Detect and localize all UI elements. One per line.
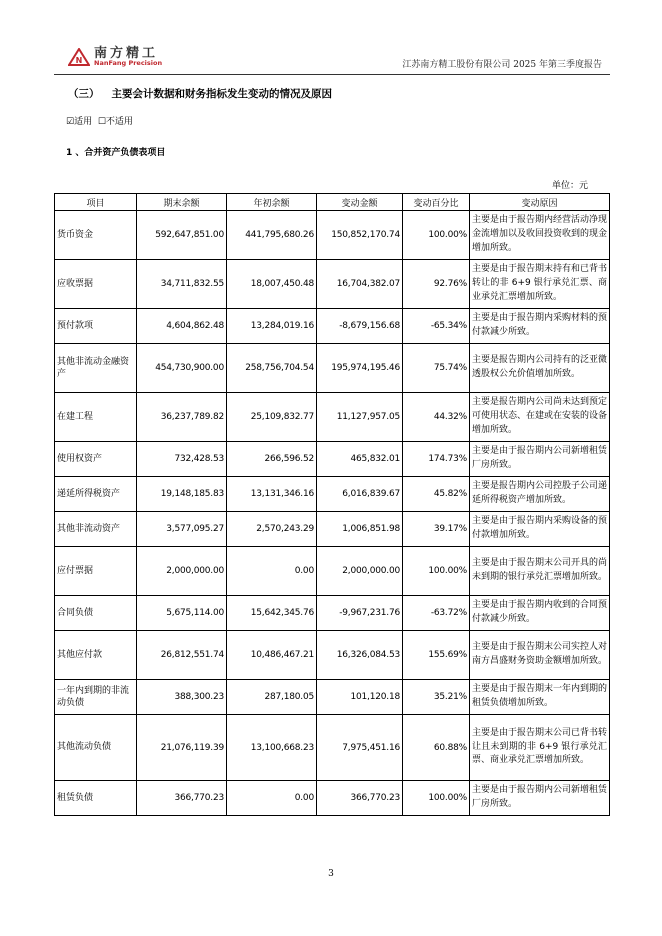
report-title: 江苏南方精工股份有限公司 2025 年第三季度报告 [402,60,602,70]
row-end-balance: 732,428.53 [137,442,227,477]
row-change-reason: 主要是由于报告期末持有和已背书转让的非 6+9 银行承兑汇票、商业承兑汇票增加所致。 [470,260,610,309]
column-header-change-amount: 变动金额 [317,194,403,211]
table-row [55,211,610,260]
row-begin-balance: 266,596.52 [227,442,317,477]
row-change-percent: 100.00% [403,547,470,596]
row-change-amount: 16,326,084.53 [317,631,403,680]
row-change-percent: 35.21% [403,680,470,715]
not-applicable-label: 不适用 [105,117,133,127]
table-row [55,781,610,816]
table-row [55,715,610,781]
row-item: 预付款项 [55,309,137,344]
table-row [55,680,610,715]
row-begin-balance: 13,100,668.23 [227,715,317,781]
column-header-begin-balance: 年初余额 [227,194,317,211]
row-begin-balance: 2,570,243.29 [227,512,317,547]
row-item: 在建工程 [55,393,137,442]
row-begin-balance: 258,756,704.54 [227,344,317,393]
row-begin-balance: 0.00 [227,547,317,596]
row-item: 应付票据 [55,547,137,596]
row-item: 租赁负债 [55,781,137,816]
not-applicable-checkbox-icon: ☐ [97,117,106,127]
row-begin-balance: 0.00 [227,781,317,816]
row-end-balance: 2,000,000.00 [137,547,227,596]
row-change-reason: 主要是由于报告期内经营活动净现金流增加以及收回投资收到的现金增加所致。 [470,211,610,260]
row-end-balance: 454,730,900.00 [137,344,227,393]
table-row [55,309,610,344]
row-change-reason: 主要是由于报告期末一年内到期的租赁负债增加所致。 [470,680,610,715]
table-row [55,477,610,512]
row-item: 使用权资产 [55,442,137,477]
table-row [55,596,610,631]
row-change-amount: 465,832.01 [317,442,403,477]
row-change-reason: 主要是由于报告期内公司新增租赁厂房所致。 [470,781,610,816]
row-begin-balance: 18,007,450.48 [227,260,317,309]
row-change-amount: 366,770.23 [317,781,403,816]
page-header [54,44,610,75]
row-change-amount: -8,679,156.68 [317,309,403,344]
row-begin-balance: 25,109,832.77 [227,393,317,442]
row-change-reason: 主要是报告期内公司持有的泛亚微透股权公允价值增加所致。 [470,344,610,393]
row-change-percent: 39.17% [403,512,470,547]
table-row [55,393,610,442]
row-change-reason: 主要是由于报告期内采购材料的预付款减少所致。 [470,309,610,344]
row-item: 应收票据 [55,260,137,309]
row-change-percent: 60.88% [403,715,470,781]
row-change-amount: 1,006,851.98 [317,512,403,547]
row-end-balance: 19,148,185.83 [137,477,227,512]
row-change-amount: 6,016,839.67 [317,477,403,512]
logo-english-name: NanFang Precision [94,59,163,67]
table-row [55,631,610,680]
row-change-percent: -63.72% [403,596,470,631]
row-change-reason: 主要是由于报告期内采购设备的预付款增加所致。 [470,512,610,547]
column-header-item: 项目 [55,194,137,211]
table-row [55,442,610,477]
row-change-amount: 7,975,451.16 [317,715,403,781]
row-begin-balance: 13,284,019.16 [227,309,317,344]
column-header-change-reason: 变动原因 [470,194,610,211]
page-number: 3 [328,869,334,879]
row-end-balance: 592,647,851.00 [137,211,227,260]
company-logo [68,44,178,70]
row-change-reason: 主要是由于报告期内公司新增租赁厂房所致。 [470,442,610,477]
row-end-balance: 366,770.23 [137,781,227,816]
row-change-reason: 主要是由于报告期末公司实控人对南方昌盛财务资助金额增加所致。 [470,631,610,680]
applicable-label: 适用 [74,117,93,127]
row-item: 一年内到期的非流动负债 [55,680,137,715]
section-heading [68,86,332,101]
column-header-end-balance: 期末余额 [137,194,227,211]
table-row [55,512,610,547]
row-change-reason: 主要是由于报告期末公司已背书转让且未到期的非 6+9 银行承兑汇票、商业承兑汇票增加所致。 [470,715,610,781]
row-item: 其他应付款 [55,631,137,680]
row-end-balance: 388,300.23 [137,680,227,715]
applicable-checkbox-icon: ☑ [66,117,75,127]
row-item: 货币资金 [55,211,137,260]
row-end-balance: 3,577,095.27 [137,512,227,547]
row-change-percent: 100.00% [403,781,470,816]
row-end-balance: 34,711,832.55 [137,260,227,309]
row-end-balance: 4,604,862.48 [137,309,227,344]
table-header-row [55,194,610,211]
row-begin-balance: 10,486,467.21 [227,631,317,680]
row-change-reason: 主要是由于报告期内收到的合同预付款减少所致。 [470,596,610,631]
row-end-balance: 36,237,789.82 [137,393,227,442]
row-item: 其他非流动金融资产 [55,344,137,393]
row-end-balance: 26,812,551.74 [137,631,227,680]
table-row [55,547,610,596]
row-change-amount: 195,974,195.46 [317,344,403,393]
row-change-amount: 11,127,957.05 [317,393,403,442]
row-end-balance: 5,675,114.00 [137,596,227,631]
row-change-percent: 75.74% [403,344,470,393]
section-title: 主要会计数据和财务指标发生变动的情况及原因 [111,88,332,100]
row-change-percent: -65.34% [403,309,470,344]
row-change-percent: 44.32% [403,393,470,442]
row-change-reason: 主要是报告期内公司控股子公司递延所得税资产增加所致。 [470,477,610,512]
row-change-amount: 101,120.18 [317,680,403,715]
row-change-reason: 主要是由于报告期末公司开具的尚未到期的银行承兑汇票增加所致。 [470,547,610,596]
table-row [55,260,610,309]
logo-chinese-name: 南方精工 [94,46,159,61]
row-item: 其他非流动资产 [55,512,137,547]
row-change-percent: 174.73% [403,442,470,477]
row-end-balance: 21,076,119.39 [137,715,227,781]
logo-mark-icon [68,48,90,66]
row-change-reason: 主要是报告期内公司尚未达到预定可使用状态、在建或在安装的设备增加所致。 [470,393,610,442]
row-change-percent: 92.76% [403,260,470,309]
row-begin-balance: 13,131,346.16 [227,477,317,512]
subsection-title: 1 、合并资产负债表项目 [66,148,166,158]
unit-label: 单位：元 [551,181,588,191]
row-change-percent: 155.69% [403,631,470,680]
table-row [55,344,610,393]
section-number: （三） [68,88,100,100]
svg-text:N: N [75,56,83,65]
row-change-amount: 150,852,170.74 [317,211,403,260]
column-header-change-percent: 变动百分比 [403,194,470,211]
row-change-amount: 2,000,000.00 [317,547,403,596]
row-item: 其他流动负债 [55,715,137,781]
row-change-amount: 16,704,382.07 [317,260,403,309]
row-begin-balance: 15,642,345.76 [227,596,317,631]
row-item: 递延所得税资产 [55,477,137,512]
row-item: 合同负债 [55,596,137,631]
row-begin-balance: 441,795,680.26 [227,211,317,260]
row-begin-balance: 287,180.05 [227,680,317,715]
row-change-percent: 100.00% [403,211,470,260]
row-change-percent: 45.82% [403,477,470,512]
balance-sheet-changes-table [54,193,610,816]
applicability-options [66,114,133,127]
row-change-amount: -9,967,231.76 [317,596,403,631]
